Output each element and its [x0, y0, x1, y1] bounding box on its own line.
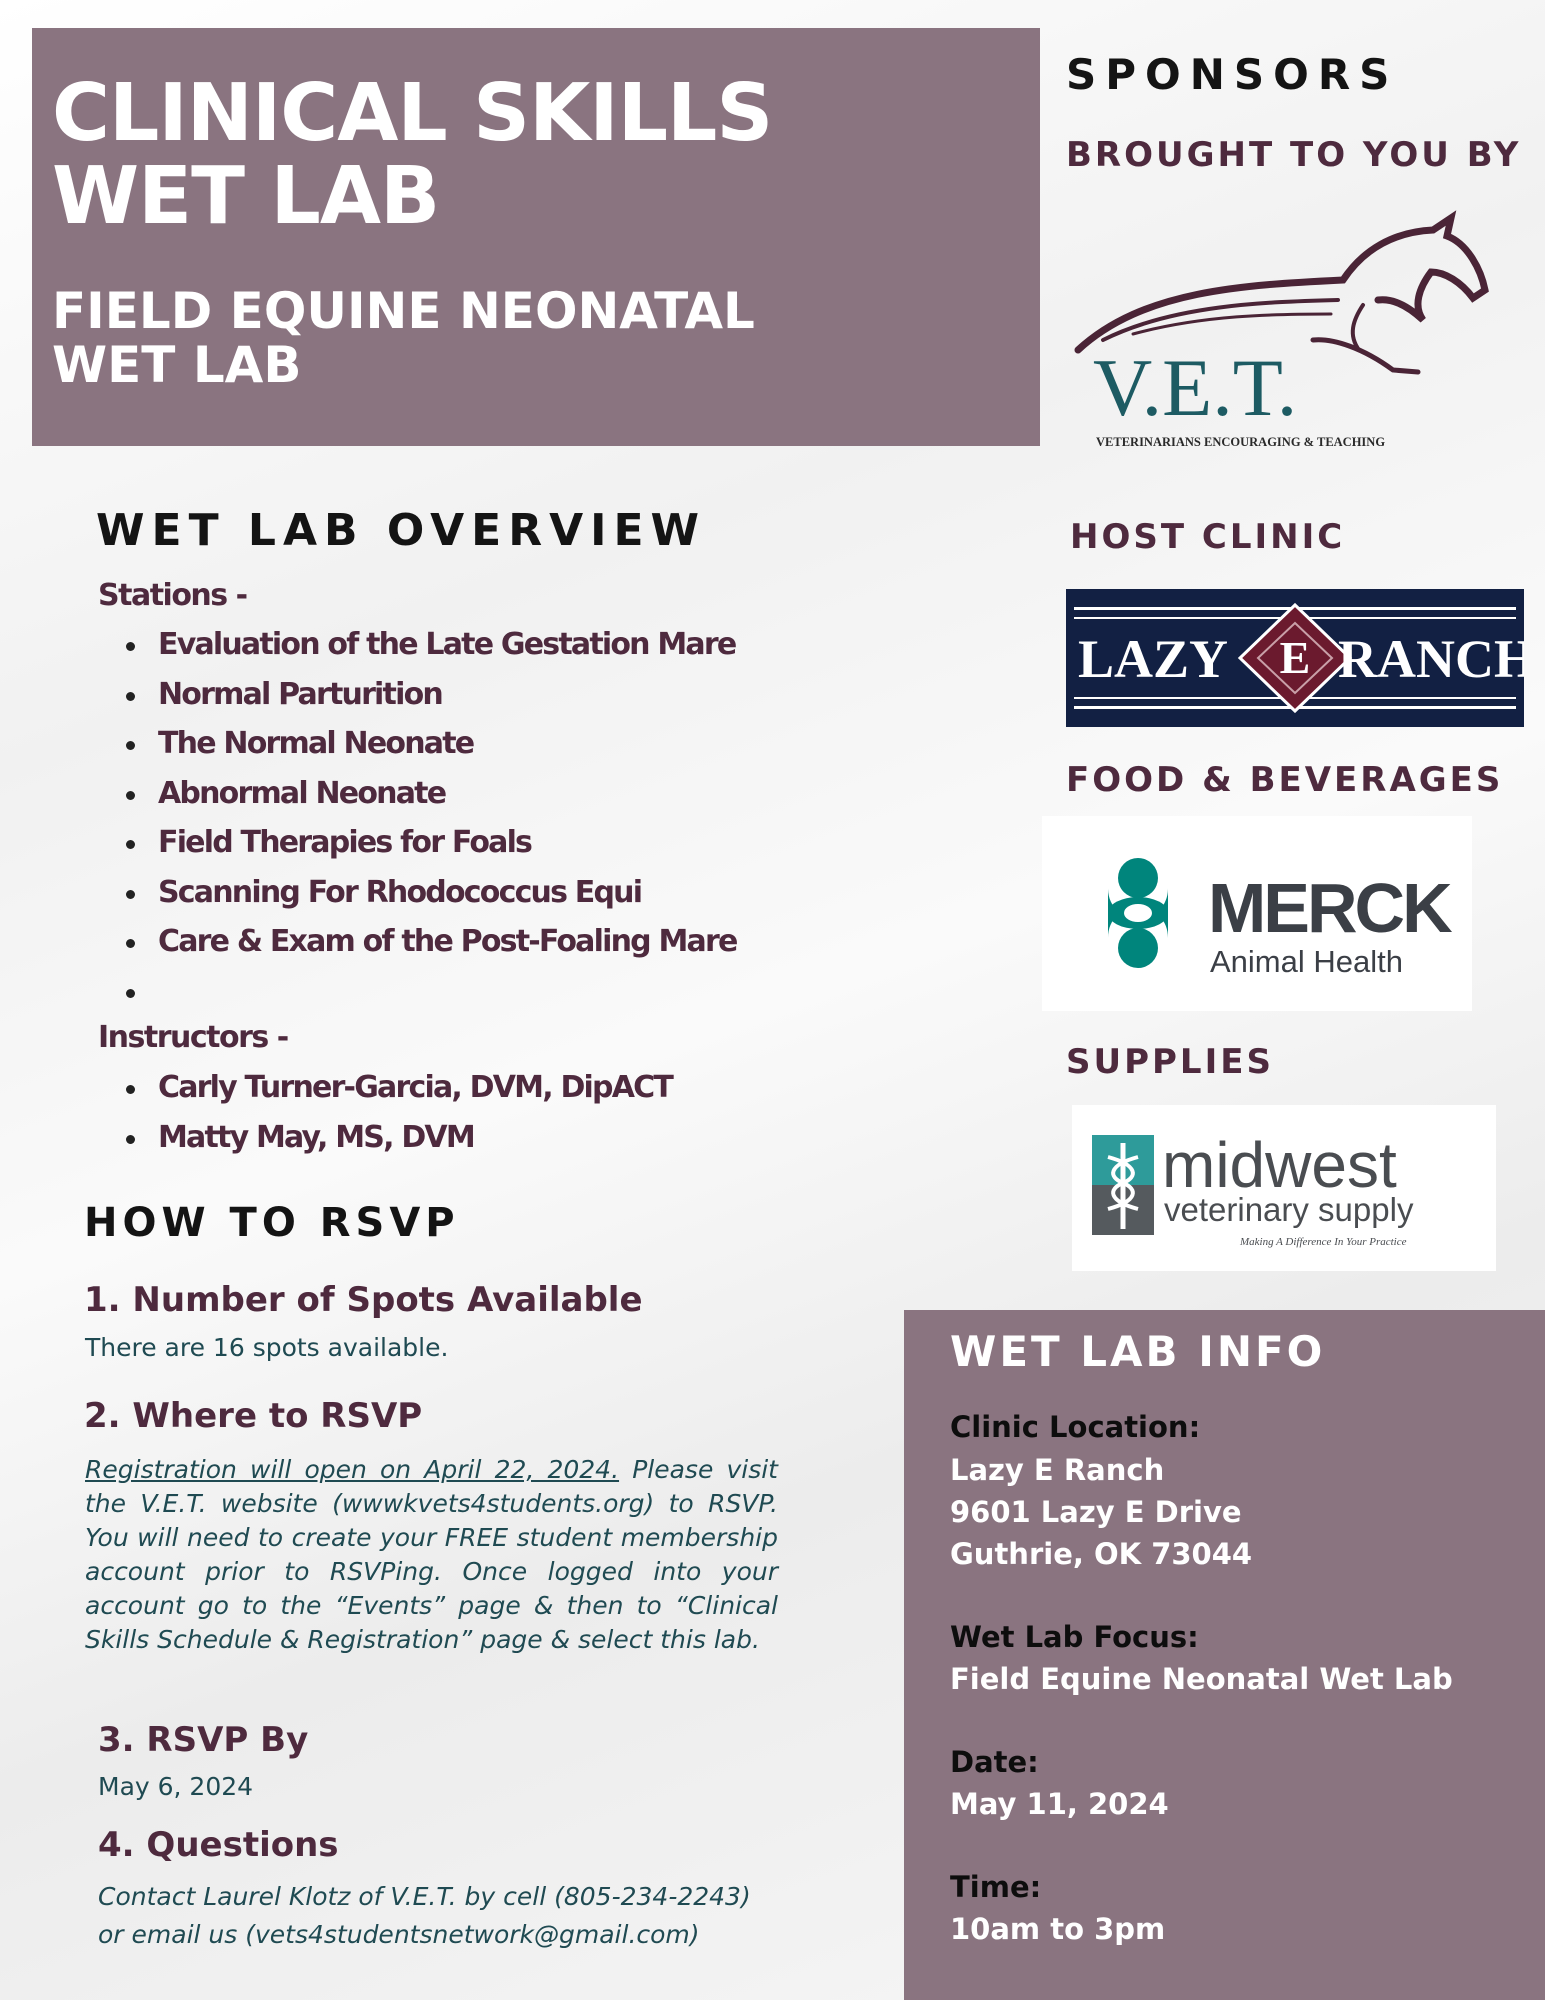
- list-item: Abnormal Neonate: [158, 769, 737, 819]
- instructors-list: [96, 1063, 672, 1162]
- list-item: Matty May, MS, DVM: [158, 1113, 672, 1163]
- list-item: Care & Exam of the Post-Foaling Mare: [158, 917, 737, 967]
- midwest-logo: [1072, 1105, 1496, 1271]
- midwest-name: midwest: [1162, 1129, 1397, 1201]
- sub-title-line1: FIELD EQUINE NEONATAL: [52, 282, 755, 340]
- horse-icon: [1063, 210, 1493, 460]
- brought-by-label: BROUGHT TO YOU BY: [1066, 135, 1522, 175]
- main-title-line2: WET LAB: [52, 150, 440, 242]
- date-value: May 11, 2024: [950, 1787, 1169, 1821]
- list-item: Evaluation of the Late Gestation Mare: [158, 620, 737, 670]
- step2-body: [85, 1453, 778, 1657]
- email-line: or email us (vets4studentsnetwork@gmail.com): [98, 1920, 700, 1949]
- overview-heading: WET LAB OVERVIEW: [96, 505, 707, 556]
- rsvp-heading: HOW TO RSVP: [84, 1200, 460, 1246]
- merck-emblem-icon: [1042, 816, 1472, 1011]
- info-heading: WET LAB INFO: [950, 1327, 1326, 1376]
- location-line2: 9601 Lazy E Drive: [950, 1495, 1242, 1529]
- merck-logo: [1042, 816, 1472, 1011]
- merck-name: MERCK: [1208, 869, 1450, 947]
- main-title: [52, 67, 773, 242]
- lazy-text: LAZY: [1078, 629, 1229, 689]
- midwest-sub: veterinary supply: [1164, 1191, 1414, 1228]
- list-item: Scanning For Rhodococcus Equi: [158, 868, 737, 918]
- lazy-e-ranch-logo: [1066, 589, 1524, 727]
- stations-label: Stations -: [98, 578, 247, 613]
- step1-body: There are 16 spots available.: [85, 1333, 449, 1362]
- merck-sub: Animal Health: [1210, 944, 1403, 979]
- focus-label: Wet Lab Focus:: [950, 1620, 1199, 1654]
- sponsors-heading: SPONSORS: [1066, 50, 1399, 99]
- location-line1: Lazy E Ranch: [950, 1453, 1165, 1487]
- caduceus-icon: [1072, 1105, 1496, 1271]
- vet-tagline: VETERINARIANS ENCOURAGING & TEACHING: [1096, 435, 1386, 449]
- ranch-text: RANCH: [1338, 629, 1524, 689]
- contact-line: Contact Laurel Klotz of V.E.T. by cell (805-234-2243): [98, 1882, 751, 1911]
- location-line3: Guthrie, OK 73044: [950, 1537, 1253, 1571]
- step4-title: 4. Questions: [98, 1825, 339, 1865]
- list-item: Carly Turner-Garcia, DVM, DipACT: [158, 1063, 672, 1113]
- step4-body: [98, 1878, 818, 1954]
- step3-body: May 6, 2024: [98, 1772, 254, 1801]
- step3-title: 3. RSVP By: [98, 1720, 309, 1760]
- step2-title: 2. Where to RSVP: [84, 1396, 423, 1436]
- list-item: The Normal Neonate: [158, 719, 737, 769]
- sub-title-line2: WET LAB: [52, 336, 302, 394]
- host-clinic-label: HOST CLINIC: [1070, 517, 1346, 557]
- list-item: Field Therapies for Foals: [158, 818, 737, 868]
- registration-link[interactable]: Registration will open on April 22, 2024.: [85, 1455, 620, 1484]
- instructors-label: Instructors -: [98, 1020, 288, 1055]
- supplies-label: SUPPLIES: [1066, 1042, 1274, 1082]
- step1-title: 1. Number of Spots Available: [84, 1280, 643, 1320]
- step2-text: Please visit the V.E.T. website (wwwkvets4students.org) to RSVP. You will need to create your FREE student membership account prior to RSVPing. Once logged into your account go to the “Events” page & then to “Clinical Skills Schedule & Registration” page & select this lab.: [85, 1455, 778, 1654]
- stations-list: [96, 620, 737, 1016]
- vet-logo: [1063, 210, 1493, 460]
- time-label: Time:: [950, 1870, 1042, 1904]
- e-brand-icon: E: [1279, 632, 1311, 683]
- location-label: Clinic Location:: [950, 1410, 1201, 1444]
- ranch-icon: [1066, 589, 1524, 727]
- list-item: Normal Parturition: [158, 670, 737, 720]
- time-value: 10am to 3pm: [950, 1912, 1166, 1946]
- food-beverages-label: FOOD & BEVERAGES: [1066, 760, 1504, 800]
- sub-title: [52, 284, 755, 392]
- main-title-line1: CLINICAL SKILLS: [52, 67, 773, 159]
- date-label: Date:: [950, 1745, 1039, 1779]
- vet-logo-text: V.E.T.: [1093, 342, 1298, 433]
- midwest-tagline: Making A Difference In Your Practice: [1240, 1236, 1407, 1248]
- focus-value: Field Equine Neonatal Wet Lab: [950, 1662, 1453, 1696]
- list-item: [158, 967, 737, 1017]
